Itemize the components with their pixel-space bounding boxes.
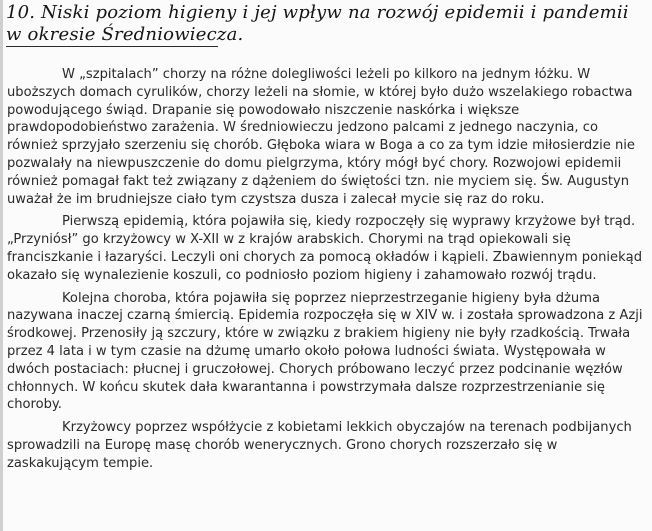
paragraph-plague: Kolejna choroba, która pojawiła się poprzez nieprzestrzeganie higieny była dżuma nazywana inaczej czarną śmiercią. Epidemia rozpoczęła się w XIV w. i została sprowadzona z Azji środkowej. Przenosiły ją szczury, które w związku z brakiem higieny nie były rzadkością. Trwała przez 4 lata i w tym czasie na dżumę umarło około połowa ludności świata. Występowała w dwóch postaciach: płucnej i gruczołowej. Chorych próbowano leczyć przez podcinanie węzłów chłonnych. W końcu skutek dała kwarantanna i powstrzymała dalsze rozprzestrzenianie się choroby. (7, 290, 643, 413)
paragraph-hygiene: W „szpitalach” chorzy na różne dolegliwości leżeli po kilkoro na jednym łóżku. W uboższych domach cyrulików, chorzy leżeli na słomie, w której było dużo wszelakiego robactwa powodującego świąd. Drapanie się powodowało niszczenie naskórka i większe prawdopodobieństwo zarażenia. W średniowieczu jedzono palcami z jednego naczynia, co również sprzyjało szerzeniu się chorób. Głęboka wiara w Boga a co za tym idzie miłosierdzie nie pozwalały na niewpuszczenie do domu pielgrzyma, który mógł być chory. Rozwojowi epidemii również pomagał fakt też związany z dążeniem do świętości tzn. nie myciem się. Św. Augustyn uważał że im brudniejsze ciało tym czystsza dusza i zalecał mycie się raz do roku. (7, 67, 635, 207)
title-underline (6, 46, 218, 47)
paragraph-leprosy: Pierwszą epidemią, która pojawiła się, kiedy rozpoczęły się wyprawy krzyżowe był trąd. „Przyniósł” go krzyżowcy w X-XII w z krajów arabskich. Chorymi na trąd opiekowali się franciszkanie i łazaryści. Leczyli oni chorych za pomocą okładów i kąpieli. Zbawiennym poniekąd okazało się wynalezienie koszuli, co podniosło poziom higieny i zahamowało rozwój trądu. (7, 214, 643, 283)
scan-edge (0, 0, 3, 531)
document-title: 10. Niski poziom higieny i jej wpływ na rozwój epidemii i pandemii w okresie Średniowiecza. (6, 2, 629, 45)
paragraph-venereal: Krzyżowcy poprzez współżycie z kobietami lekkich obyczajów na terenach podbijanych sprowadzili na Europę masę chorób wenerycznych. Grono chorych rozszerzało się w zaskakującym tempie. (7, 420, 632, 471)
document-body (7, 66, 643, 473)
